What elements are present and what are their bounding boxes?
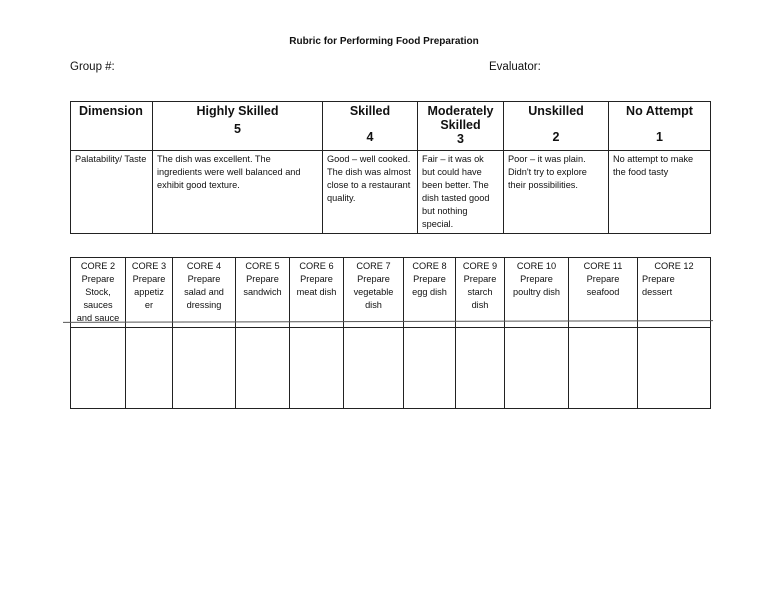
core-6-header: CORE 6 Prepare meat dish [290, 258, 344, 328]
core-12-score-cell[interactable] [638, 328, 711, 409]
core-11-score-cell[interactable] [569, 328, 638, 409]
evaluator-label: Evaluator: [489, 61, 541, 73]
core-3-score-cell[interactable] [126, 328, 173, 409]
score-1: 1 [656, 130, 663, 144]
score-5: 5 [234, 122, 241, 136]
rubric-table [70, 101, 711, 234]
core-6-score-cell[interactable] [290, 328, 344, 409]
header-dimension: Dimension [71, 102, 153, 151]
dimension-cell: Palatability/ Taste [71, 151, 153, 234]
core-5-header: CORE 5 Prepare sandwich [236, 258, 290, 328]
criteria-moderately-skilled: Fair – it was ok but could have been better. The dish tasted good but nothing special. [418, 151, 504, 234]
rubric-header-row [71, 102, 711, 151]
header-skilled: Skilled 4 [323, 102, 418, 151]
core-4-score-cell[interactable] [173, 328, 236, 409]
criteria-unskilled: Poor – it was plain. Didn't try to explore their possibilities. [504, 151, 609, 234]
core-8-score-cell[interactable] [404, 328, 456, 409]
score-2: 2 [552, 130, 560, 144]
core-11-header: CORE 11 Prepare seafood [569, 258, 638, 328]
core-9-score-cell[interactable] [456, 328, 505, 409]
header-highly-skilled: Highly Skilled 5 [153, 102, 323, 151]
score-3: 3 [457, 132, 464, 146]
core-10-header: CORE 10 Prepare poultry dish [505, 258, 569, 328]
core-2-score-cell[interactable] [71, 328, 126, 409]
core-2-header: CORE 2 Prepare Stock, sauces and sauce [71, 258, 126, 328]
core-5-score-cell[interactable] [236, 328, 290, 409]
core-12-header: CORE 12 Prepare dessert [638, 258, 711, 328]
document-title: Rubric for Performing Food Preparation [289, 36, 479, 47]
header-unskilled: Unskilled 2 [504, 102, 609, 151]
core-competency-table [70, 257, 711, 409]
score-4: 4 [366, 130, 374, 144]
core-7-header: CORE 7 Prepare vegetable dish [344, 258, 404, 328]
group-label: Group #: [70, 61, 115, 73]
core-9-header: CORE 9 Prepare starch dish [456, 258, 505, 328]
core-header-row [71, 258, 711, 328]
core-score-row [71, 328, 711, 409]
header-no-attempt: No Attempt 1 [609, 102, 711, 151]
criteria-highly-skilled: The dish was excellent. The ingredients were well balanced and exhibit good texture. [153, 151, 323, 234]
core-7-score-cell[interactable] [344, 328, 404, 409]
core-8-header: CORE 8 Prepare egg dish [404, 258, 456, 328]
criteria-no-attempt: No attempt to make the food tasty [609, 151, 711, 234]
core-3-header: CORE 3 Prepare appetiz er [126, 258, 173, 328]
core-4-header: CORE 4 Prepare salad and dressing [173, 258, 236, 328]
rubric-row-palatability [71, 151, 711, 234]
core-10-score-cell[interactable] [505, 328, 569, 409]
header-moderately-skilled: Moderately Skilled 3 [418, 102, 504, 151]
criteria-skilled: Good – well cooked. The dish was almost close to a restaurant quality. [323, 151, 418, 234]
